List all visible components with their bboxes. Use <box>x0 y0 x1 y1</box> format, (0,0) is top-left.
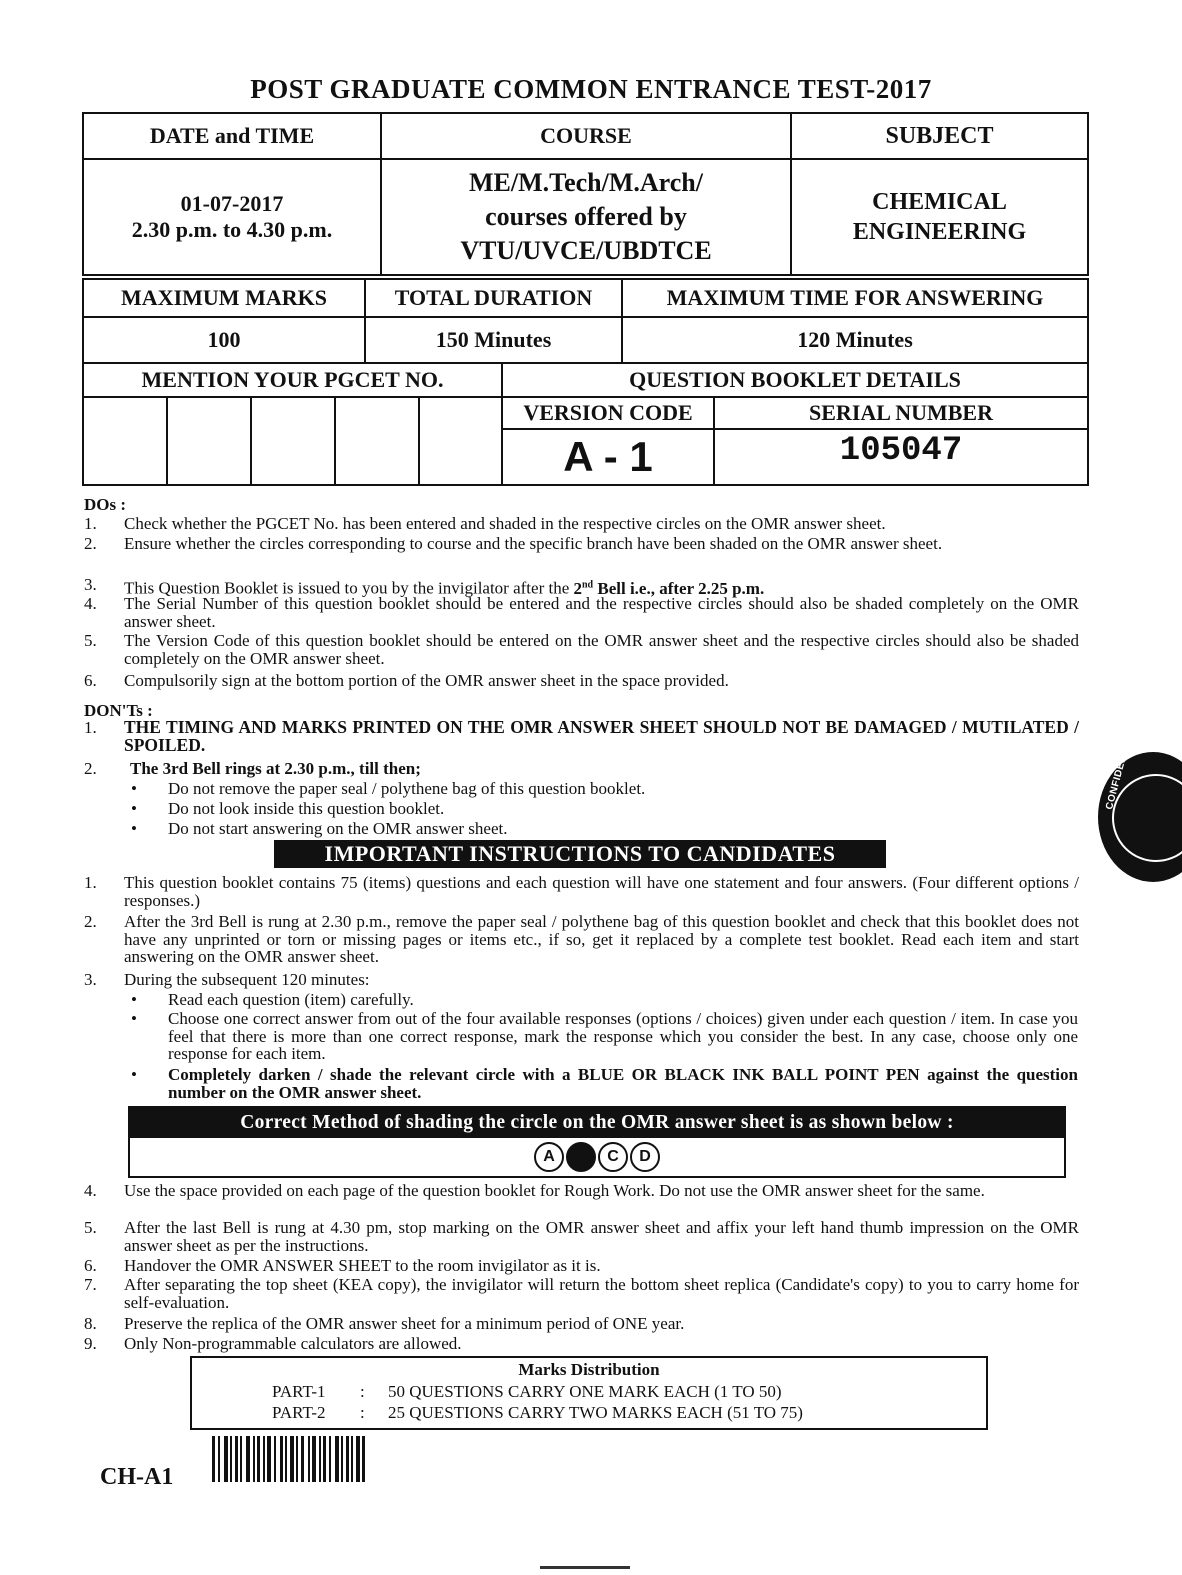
date-time-cell <box>83 159 381 275</box>
option-a-circle: A <box>534 1142 564 1172</box>
omr-circles <box>130 1142 1064 1172</box>
option-d-circle: D <box>630 1142 660 1172</box>
barcode <box>212 1436 365 1482</box>
pgcet-booklet-table <box>82 362 1089 486</box>
instructions-banner: IMPORTANT INSTRUCTIONS TO CANDIDATES <box>274 840 886 868</box>
scan-edge-line <box>540 1566 630 1569</box>
seal-text: CONFIDENTIAL <box>1104 730 1136 811</box>
max-marks-value: 100 <box>83 317 365 363</box>
pgcet-digit-box[interactable] <box>83 397 167 485</box>
pgcet-digit-box[interactable] <box>335 397 419 485</box>
date-time-label: DATE and TIME <box>83 113 381 159</box>
dos-item-3-text: This Question Booklet is issued to you by the invigilator after the 2nd Bell i.e., after 2.25 p.m. <box>124 578 765 598</box>
marks-distribution-title: Marks Distribution <box>518 1360 660 1379</box>
part-2-text: 25 QUESTIONS CARRY TWO MARKS EACH (51 TO 75) <box>388 1403 803 1422</box>
booklet-details-label: QUESTION BOOKLET DETAILS <box>502 363 1088 397</box>
exam-time: 2.30 p.m. to 4.30 p.m. <box>131 217 333 242</box>
dos-heading: DOs : <box>84 495 127 514</box>
exam-info-table <box>82 112 1089 276</box>
donts-heading: DON'Ts : <box>84 701 153 720</box>
course-line-1: ME/M.Tech/M.Arch/ <box>469 168 703 197</box>
subject-line-1: CHEMICAL <box>872 189 1007 215</box>
course-label: COURSE <box>381 113 791 159</box>
page-title: POST GRADUATE COMMON ENTRANCE TEST-2017 <box>250 74 932 104</box>
version-code-label: VERSION CODE <box>502 397 714 429</box>
part-1-text: 50 QUESTIONS CARRY ONE MARK EACH (1 TO 50) <box>388 1382 782 1401</box>
pgcet-label: MENTION YOUR PGCET NO. <box>83 363 502 397</box>
version-code-value: A - 1 <box>502 429 714 485</box>
marks-distribution-box: Marks Distribution PART-1 : 50 QUESTIONS CARRY ONE MARK EACH (1 TO 50) PART-2 : 25 QUESTIONS CARRY TWO MARKS EACH (51 TO 75) <box>190 1356 988 1430</box>
total-duration-label: TOTAL DURATION <box>365 279 622 317</box>
pgcet-digit-box[interactable] <box>167 397 251 485</box>
course-cell <box>381 159 791 275</box>
serial-number-label: SERIAL NUMBER <box>714 397 1088 429</box>
part-1-label: PART-1 <box>272 1382 326 1401</box>
exam-date: 01-07-2017 <box>180 191 284 216</box>
pgcet-digit-box[interactable] <box>251 397 335 485</box>
marks-duration-table <box>82 278 1089 364</box>
course-line-2: courses offered by <box>485 202 687 231</box>
max-time-label: MAXIMUM TIME FOR ANSWERING <box>622 279 1088 317</box>
option-b-circle-filled <box>566 1142 596 1172</box>
pgcet-digit-box[interactable] <box>419 397 502 485</box>
subject-line-2: ENGINEERING <box>852 219 1027 245</box>
option-c-circle: C <box>598 1142 628 1172</box>
total-duration-value: 150 Minutes <box>365 317 622 363</box>
omr-method-banner: Correct Method of shading the circle on the OMR answer sheet is as shown below : <box>130 1108 1064 1138</box>
subject-label: SUBJECT <box>791 113 1088 159</box>
max-time-value: 120 Minutes <box>622 317 1088 363</box>
confidential-seal-icon <box>1098 730 1182 882</box>
part-2-label: PART-2 <box>272 1403 326 1422</box>
subject-cell <box>791 159 1088 275</box>
booklet-code: CH-A1 <box>100 1464 174 1490</box>
max-marks-label: MAXIMUM MARKS <box>83 279 365 317</box>
omr-method-box <box>128 1106 1066 1178</box>
serial-number-value: 105047 <box>714 429 1088 485</box>
course-line-3: VTU/UVCE/UBDTCE <box>460 236 712 265</box>
